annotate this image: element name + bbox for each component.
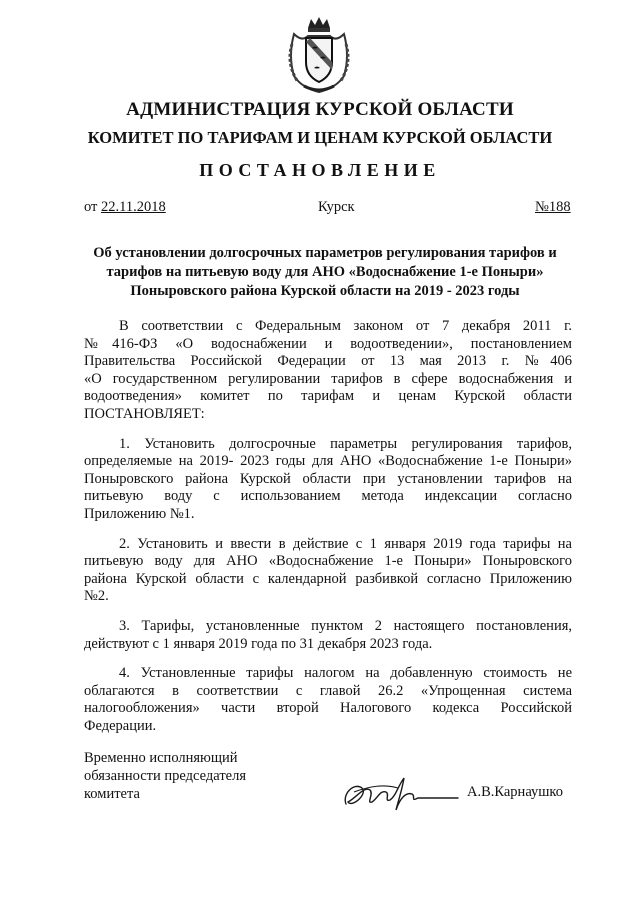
text-line: «О государственном регулировании тарифов в сфере водоснабжения и bbox=[84, 370, 572, 387]
text-line: №416-ФЗ «О водоснабжении и водоотведении», постановлением bbox=[84, 335, 572, 352]
text-line: водоотведения» комитет по тарифам и ценам Курской области bbox=[84, 388, 572, 405]
signer-name: А.В.Карнаушко bbox=[467, 784, 563, 800]
position-line: обязанности председателя bbox=[84, 768, 246, 784]
subject-line: Об установлении долгосрочных параметров регулирования тарифов и bbox=[93, 245, 557, 261]
text-line: района Курской области с календарной разбивкой согласно Приложению bbox=[84, 570, 572, 587]
document-subject bbox=[70, 244, 580, 301]
document-body bbox=[84, 318, 572, 747]
paragraph-item-1 bbox=[84, 436, 572, 524]
text-line: облагаются в соответствии с главой 26.2 «Упрощенная система bbox=[84, 682, 572, 699]
signatory-position bbox=[84, 749, 246, 803]
text-line: 1. Установить долгосрочные параметры регулирования тарифов, bbox=[119, 435, 572, 452]
text-line: действуют с 1 января 2019 года по 31 декабря 2023 года. bbox=[84, 635, 433, 652]
text-line: налогообложения» части второй Налогового кодекса Российской bbox=[84, 700, 572, 717]
coat-of-arms-icon bbox=[284, 14, 354, 96]
document-number bbox=[535, 199, 571, 216]
text-line: №2. bbox=[84, 588, 109, 605]
text-line: питьевую воду для АНО «Водоснабжение 1-е Поныри» Поныровского bbox=[84, 553, 572, 570]
paragraph-preamble bbox=[84, 318, 572, 424]
date-prefix: от bbox=[84, 199, 102, 215]
subject-line: тарифов на питьевую воду для АНО «Водоснабжение 1-е Поныри» bbox=[106, 264, 544, 280]
text-line: Поныровского района Курской области при установлении тарифов на bbox=[84, 470, 572, 487]
text-line: питьевую воду с использованием метода индексации согласно bbox=[84, 488, 572, 505]
subject-line: Поныровского района Курской области на 2019 - 2023 годы bbox=[130, 283, 520, 299]
committee-name: КОМИТЕТ ПО ТАРИФАМ И ЦЕНАМ КУРСКОЙ ОБЛАСТИ bbox=[87, 128, 553, 147]
text-line: ПОСТАНОВЛЯЕТ: bbox=[84, 405, 205, 422]
handwritten-signature-icon bbox=[340, 768, 460, 818]
paragraph-item-2 bbox=[84, 536, 572, 606]
paragraph-item-3 bbox=[84, 618, 572, 653]
document-type-title: ПОСТАНОВЛЕНИЕ bbox=[199, 160, 441, 180]
paragraph-item-4 bbox=[84, 665, 572, 735]
text-line: определяемые на 2019- 2023 годы для АНО «Водоснабжение 1-е Поныри» bbox=[84, 453, 572, 470]
text-line: Федерации. bbox=[84, 717, 157, 734]
document-city: Курск bbox=[318, 199, 355, 215]
text-line: 2. Установить и ввести в действие с 1 января 2019 года тарифы на bbox=[119, 535, 572, 552]
document-date bbox=[84, 199, 166, 216]
position-line: комитета bbox=[84, 786, 140, 802]
text-line: 4. Установленные тарифы налогом на добавленную стоимость не bbox=[119, 665, 572, 682]
organization-name: АДМИНИСТРАЦИЯ КУРСКОЙ ОБЛАСТИ bbox=[126, 99, 514, 120]
text-line: В соответствии с Федеральным законом от 7 декабря 2011 г. bbox=[119, 318, 572, 334]
position-line: Временно исполняющий bbox=[84, 750, 238, 766]
date-value: 22.11.2018 bbox=[101, 199, 166, 215]
number-value: №188 bbox=[535, 199, 571, 215]
text-line: 3. Тарифы, установленные пунктом 2 настоящего постановления, bbox=[119, 617, 572, 634]
text-line: Правительства Российской Федерации от 13 мая 2013 г. №406 bbox=[84, 353, 572, 370]
text-line: Приложению №1. bbox=[84, 505, 195, 522]
